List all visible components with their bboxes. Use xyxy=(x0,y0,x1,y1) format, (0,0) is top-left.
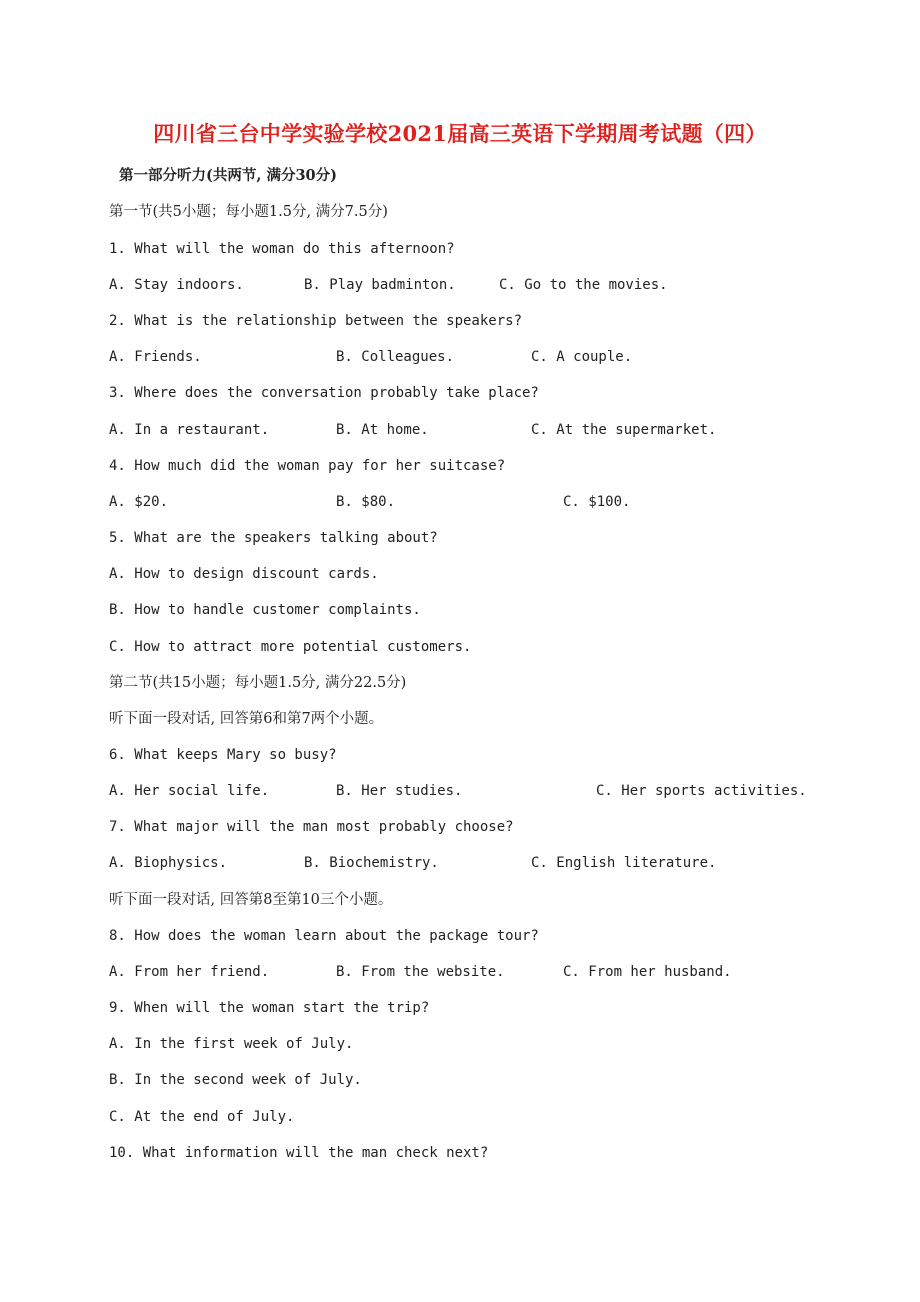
q8-option-a: A. From her friend. xyxy=(109,964,270,980)
section1-heading: 第一节(共5小题；每小题1.5分, 满分7.5分) xyxy=(109,204,388,220)
q5-option-c: C. How to attract more potential customers. xyxy=(109,639,472,655)
q8-option-c: C. From her husband. xyxy=(563,964,732,980)
q2-option-a: A. Friends. xyxy=(109,349,202,365)
q4-option-c: C. $100. xyxy=(563,494,631,510)
q9-option-a: A. In the first week of July. xyxy=(109,1036,354,1052)
q6-option-a: A. Her social life. xyxy=(109,783,270,799)
q6-option-c: C. Her sports activities. xyxy=(596,783,807,799)
q8-option-b: B. From the website. xyxy=(336,964,505,980)
question-7: 7. What major will the man most probably choose? xyxy=(109,819,514,835)
section2-heading: 第二节(共15小题；每小题1.5分, 满分22.5分) xyxy=(109,675,407,691)
question-1: 1. What will the woman do this afternoon? xyxy=(109,241,455,257)
q1-option-b: B. Play badminton. xyxy=(304,277,456,293)
q1-option-c: C. Go to the movies. xyxy=(499,277,668,293)
question-10: 10. What information will the man check next? xyxy=(109,1145,489,1161)
q3-option-a: A. In a restaurant. xyxy=(109,422,270,438)
question-2: 2. What is the relationship between the speakers? xyxy=(109,313,523,329)
q4-option-a: A. $20. xyxy=(109,494,169,510)
question-5: 5. What are the speakers talking about? xyxy=(109,530,438,546)
q7-option-a: A. Biophysics. xyxy=(109,855,228,871)
question-6: 6. What keeps Mary so busy? xyxy=(109,747,337,763)
question-3: 3. Where does the conversation probably take place? xyxy=(109,385,539,401)
q2-option-b: B. Colleagues. xyxy=(336,349,455,365)
q4-option-b: B. $80. xyxy=(336,494,396,510)
q2-option-c: C. A couple. xyxy=(531,349,633,365)
question-8: 8. How does the woman learn about the package tour? xyxy=(109,928,539,944)
q5-option-a: A. How to design discount cards. xyxy=(109,566,379,582)
question-4: 4. How much did the woman pay for her suitcase? xyxy=(109,458,506,474)
page-title: 四川省三台中学实验学校2021届高三英语下学期周考试题（四） xyxy=(153,121,767,146)
q7-option-c: C. English literature. xyxy=(531,855,717,871)
q6-option-b: B. Her studies. xyxy=(336,783,463,799)
q5-option-b: B. How to handle customer complaints. xyxy=(109,602,421,618)
q1-option-a: A. Stay indoors. xyxy=(109,277,244,293)
question-9: 9. When will the woman start the trip? xyxy=(109,1000,430,1016)
q3-option-c: C. At the supermarket. xyxy=(531,422,717,438)
instruction-6-7: 听下面一段对话, 回答第6和第7两个小题。 xyxy=(109,711,384,727)
q9-option-b: B. In the second week of July. xyxy=(109,1072,362,1088)
q9-option-c: C. At the end of July. xyxy=(109,1109,295,1125)
q3-option-b: B. At home. xyxy=(336,422,429,438)
instruction-8-10: 听下面一段对话, 回答第8至第10三个小题。 xyxy=(109,892,393,908)
q7-option-b: B. Biochemistry. xyxy=(304,855,439,871)
part1-heading: 第一部分听力(共两节, 满分30分) xyxy=(119,167,337,184)
